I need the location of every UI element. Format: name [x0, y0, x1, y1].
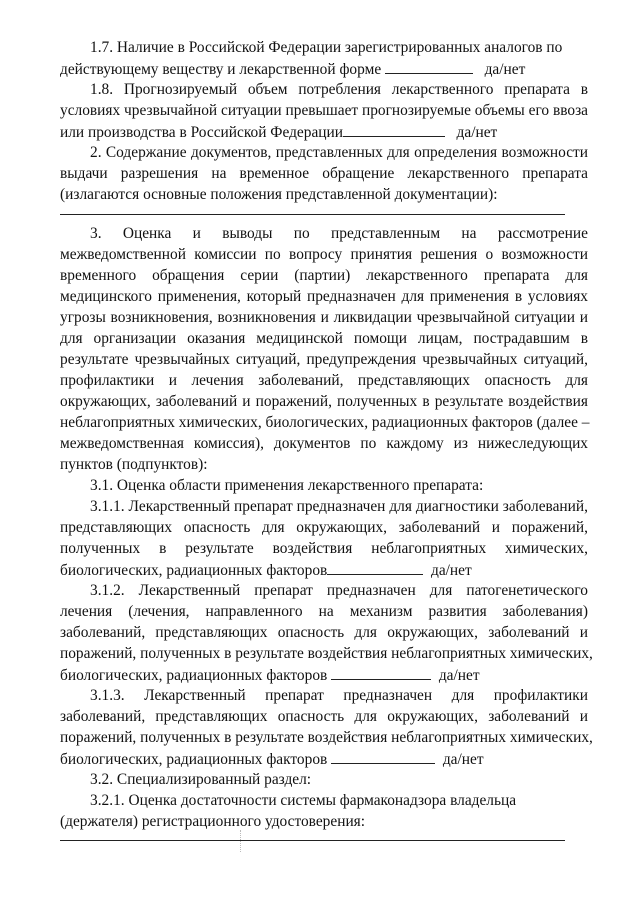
paragraph-1-7-line-2 [60, 59, 588, 80]
paragraph-3-2-1-line-1: 3.2.1. Оценка достаточности системы фармаконадзора владельца [90, 792, 517, 809]
paragraph-3-1-3-line-1: 3.1.3. Лекарственный препарат предназначен для профилактики [90, 687, 588, 704]
paragraph-3-line-2: межведомственной комиссии по вопросу принятия решения о возможности [60, 246, 588, 263]
paragraph-3-1-1-text: биологических, радиационных факторов [60, 562, 328, 579]
paragraph-3-1-1-line-2: представляющих опасность для окружающих, заболеваний и поражений, [60, 519, 588, 536]
paragraph-3-1-1-line-1: 3.1.1. Лекарственный препарат предназначен для диагностики заболеваний, [90, 498, 588, 515]
paragraph-3-line-5: угрозы возникновения, возникновения и ликвидации чрезвычайной ситуации и [60, 309, 588, 326]
paragraph-3-2: 3.2. Специализированный раздел: [90, 771, 312, 788]
paragraph-3-1-2-line-3: заболеваний, представляющих опасность для окружающих, заболеваний и [60, 624, 588, 641]
paragraph-3-1-2-text: биологических, радиационных факторов [60, 667, 328, 684]
paragraph-1-8-text: или производства в Российской Федерации [60, 124, 343, 141]
paragraph-3-2-1-line-2: (держателя) регистрационного удостоверения: [60, 813, 366, 830]
paragraph-3-1-3-line-2: заболеваний, представляющих опасность для окружающих, заболеваний и [60, 708, 588, 725]
paragraph-3-line-8: профилактики и лечения заболеваний, представляющих опасность для [60, 372, 588, 389]
paragraph-2-line-1: 2. Содержание документов, представленных для определения возможности [90, 144, 588, 161]
paragraph-3-line-1: 3. Оценка и выводы по представленным на рассмотрение [90, 225, 588, 242]
answer-blank [385, 59, 473, 74]
paragraph-3-1-2-line-1: 3.1.2. Лекарственный препарат предназначен для патогенетического [90, 582, 588, 599]
paragraph-2-line-3: (излагаются основные положения представленной документации): [60, 186, 498, 203]
answer-option: да/нет [456, 124, 498, 141]
paragraph-3-1: 3.1. Оценка области применения лекарственного препарата: [90, 477, 484, 494]
answer-option: да/нет [442, 751, 484, 768]
paragraph-3-1-3-text: биологических, радиационных факторов [60, 751, 328, 768]
answer-option: да/нет [484, 61, 526, 78]
paragraph-3-line-4: медицинского применения, который предназначен для применения в условиях [60, 288, 588, 305]
paragraph-3-line-6: для организации оказания медицинской помощи лицам, пострадавшим в [60, 330, 588, 347]
paragraph-3-1-3-line-3: поражений, полученных в результате воздействия неблагоприятных химических, [60, 729, 593, 746]
paragraph-1-7-line-1: 1.7. Наличие в Российской Федерации зарегистрированных аналогов по [90, 39, 563, 56]
paragraph-3-line-11: межведомственная комиссия), документов по каждому из нижеследующих [60, 435, 588, 452]
paragraph-3-line-12: пунктов (подпунктов): [60, 456, 208, 473]
fill-in-line [60, 214, 565, 215]
fill-in-line [60, 840, 565, 841]
paragraph-3-1-2-line-4: поражений, полученных в результате воздействия неблагоприятных химических, [60, 645, 593, 662]
answer-blank [331, 749, 435, 764]
paragraph-2-line-2: выдачи разрешения на временное обращение лекарственного препарата [60, 165, 588, 182]
paragraph-3-1-2-line-2: лечения (лечения, направленного на механизм развития заболевания) [60, 603, 588, 620]
paragraph-3-line-10: неблагоприятных химических, биологических, радиационных факторов (далее – [60, 414, 590, 431]
answer-blank [343, 122, 445, 137]
answer-blank [331, 665, 431, 680]
paragraph-1-7-text: действующему веществу и лекарственной форме [60, 61, 382, 78]
paragraph-3-1-3-line-4 [60, 749, 588, 770]
answer-blank [327, 560, 423, 575]
paragraph-1-8-line-3 [60, 122, 588, 143]
paragraph-3-line-9: окружающих, заболеваний и поражений, полученных в результате воздействия [60, 393, 588, 410]
paragraph-3-line-3: временного обращения серии (партии) лекарственного препарата для [60, 267, 588, 284]
scan-artifact [240, 830, 243, 852]
paragraph-3-1-2-line-5 [60, 665, 588, 686]
paragraph-1-8-line-1: 1.8. Прогнозируемый объем потребления лекарственного препарата в [90, 81, 588, 98]
paragraph-3-1-1-line-4 [60, 560, 588, 581]
answer-option: да/нет [438, 667, 480, 684]
paragraph-3-line-7: результате чрезвычайных ситуаций, предупреждения чрезвычайных ситуаций, [60, 351, 588, 368]
paragraph-3-1-1-line-3: полученных в результате воздействия неблагоприятных химических, [60, 540, 588, 557]
answer-option: да/нет [430, 562, 472, 579]
paragraph-1-8-line-2: условиях чрезвычайной ситуации превышает прогнозируемые объемы его ввоза [60, 102, 588, 119]
